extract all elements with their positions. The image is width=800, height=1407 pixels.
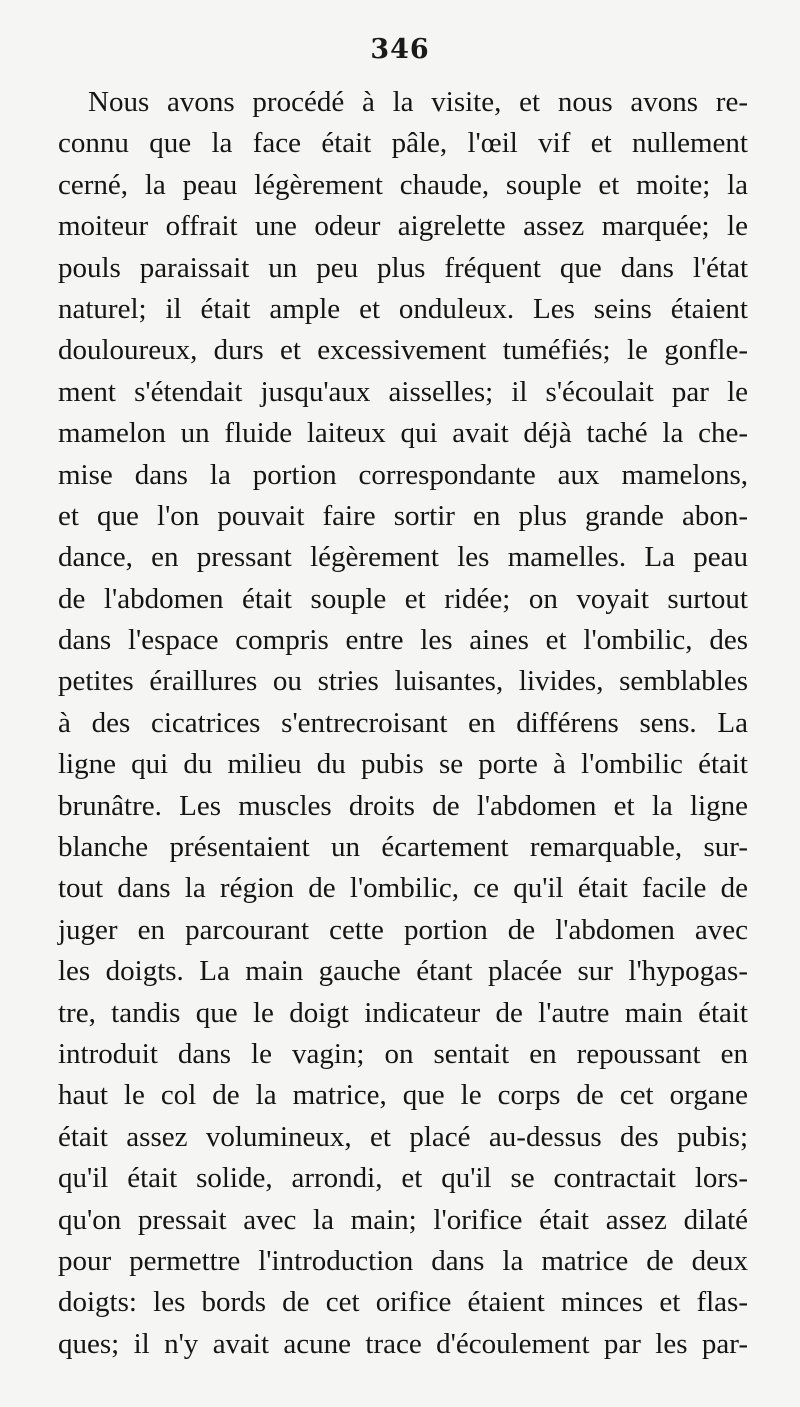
text-line: de l'abdomen était souple et ridée; on voyait surtout: [58, 582, 748, 615]
text-line: était assez volumineux, et placé au-dessus des pubis;: [58, 1120, 748, 1153]
text-line: pouls paraissait un peu plus fréquent que dans l'état: [58, 251, 748, 284]
text-line: qu'on pressait avec la main; l'orifice était assez dilaté: [58, 1203, 748, 1236]
text-line: Nous avons procédé à la visite, et nous avons re-: [88, 86, 748, 118]
text-line: douloureux, durs et excessivement tuméfiés; le gonfle-: [58, 334, 748, 367]
text-line: et que l'on pouvait faire sortir en plus grande abon-: [58, 499, 748, 532]
text-line: ques; il n'y avait acune trace d'écoulement par les par-: [58, 1327, 748, 1360]
text-line: brunâtre. Les muscles droits de l'abdomen et la ligne: [58, 789, 748, 822]
text-line: cerné, la peau légèrement chaude, souple et moite; la: [58, 168, 748, 201]
text-line: tout dans la région de l'ombilic, ce qu'il était facile de: [58, 872, 748, 905]
text-line: moiteur offrait une odeur aigrelette assez marquée; le: [58, 210, 748, 243]
text-line: ment s'étendait jusqu'aux aisselles; il s'écoulait par le: [58, 375, 748, 408]
text-line: dans l'espace compris entre les aines et l'ombilic, des: [58, 624, 748, 657]
page-number: 346: [370, 34, 430, 65]
text-line: mamelon un fluide laiteux qui avait déjà taché la che-: [58, 417, 748, 450]
text-line: haut le col de la matrice, que le corps de cet organe: [58, 1079, 748, 1112]
text-line: blanche présentaient un écartement remarquable, sur-: [58, 831, 748, 864]
text-line: ligne qui du milieu du pubis se porte à l'ombilic était: [58, 748, 748, 781]
text-line: introduit dans le vagin; on sentait en repoussant en: [58, 1037, 748, 1070]
text-line: dance, en pressant légèrement les mamelles. La peau: [58, 541, 748, 574]
text-line: pour permettre l'introduction dans la matrice de deux: [58, 1244, 748, 1277]
text-line: doigts: les bords de cet orifice étaient minces et flas-: [58, 1286, 748, 1319]
text-line: tre, tandis que le doigt indicateur de l'autre main était: [58, 996, 748, 1029]
text-line: mise dans la portion correspondante aux mamelons,: [58, 458, 748, 491]
text-line: juger en parcourant cette portion de l'abdomen avec: [58, 913, 748, 946]
text-line: les doigts. La main gauche étant placée sur l'hypogas-: [58, 955, 748, 988]
text-line: à des cicatrices s'entrecroisant en différens sens. La: [58, 706, 748, 739]
text-line: qu'il était solide, arrondi, et qu'il se contractait lors-: [58, 1162, 748, 1195]
text-line: connu que la face était pâle, l'œil vif et nullement: [58, 127, 748, 160]
text-line: naturel; il était ample et onduleux. Les seins étaient: [58, 292, 748, 325]
body-text: [58, 82, 748, 1365]
text-line: petites éraillures ou stries luisantes, livides, semblables: [58, 665, 748, 698]
